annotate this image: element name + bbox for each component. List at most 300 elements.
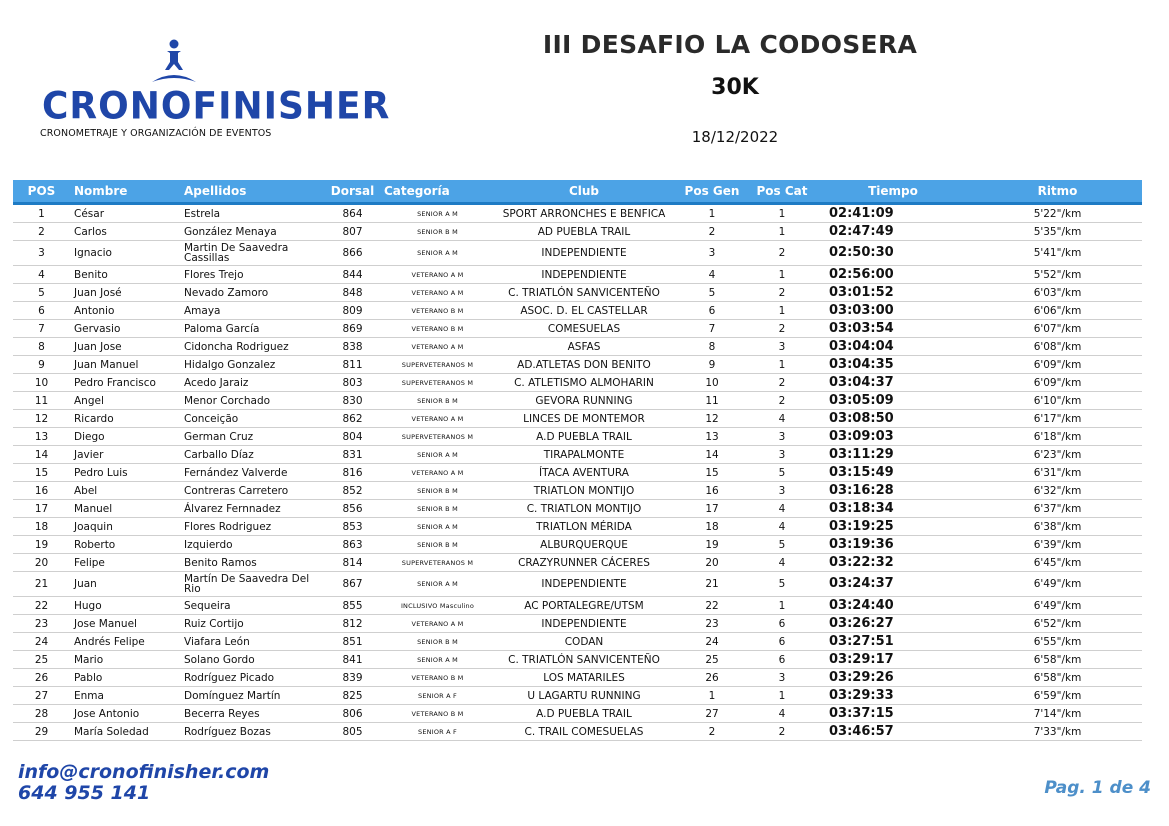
cell-ritmo: 6'49"/km (973, 597, 1142, 615)
cell-nombre: María Soledad (70, 723, 180, 741)
cell-pos-gen: 2 (673, 723, 751, 741)
cell-pos: 23 (13, 615, 70, 633)
cell-nombre: Ricardo (70, 410, 180, 428)
cell-pos: 2 (13, 223, 70, 241)
cell-club: C. TRIATLÓN SANVICENTEÑO (495, 651, 673, 669)
cell-club: ASFAS (495, 338, 673, 356)
cell-pos: 10 (13, 374, 70, 392)
cell-pos: 9 (13, 356, 70, 374)
cell-pos: 21 (13, 572, 70, 597)
cell-dorsal: 825 (325, 687, 380, 705)
cell-nombre: Felipe (70, 554, 180, 572)
cell-tiempo: 03:04:37 (813, 374, 973, 392)
cell-pos: 20 (13, 554, 70, 572)
cell-ritmo: 6'09"/km (973, 374, 1142, 392)
cell-categoria: SUPERVETERANOS M (380, 374, 495, 392)
footer-contact (18, 762, 269, 804)
table-row (13, 464, 1142, 482)
cell-nombre: Enma (70, 687, 180, 705)
cell-pos-gen: 13 (673, 428, 751, 446)
cell-tiempo: 03:04:04 (813, 338, 973, 356)
cell-nombre: Hugo (70, 597, 180, 615)
cell-tiempo: 03:15:49 (813, 464, 973, 482)
col-header-ritmo: Ritmo (973, 180, 1142, 204)
cell-categoria: SENIOR A F (380, 687, 495, 705)
cell-club: LOS MATARILES (495, 669, 673, 687)
table-row (13, 446, 1142, 464)
cell-tiempo: 03:08:50 (813, 410, 973, 428)
cell-ritmo: 6'06"/km (973, 302, 1142, 320)
cell-pos-cat: 3 (751, 338, 813, 356)
cell-pos-gen: 14 (673, 446, 751, 464)
cell-club: C. ATLETISMO ALMOHARIN (495, 374, 673, 392)
cell-tiempo: 02:41:09 (813, 204, 973, 223)
cell-nombre: Mario (70, 651, 180, 669)
cell-apellidos: Carballo Díaz (180, 446, 325, 464)
cell-nombre: Ignacio (70, 241, 180, 266)
cell-pos-cat: 4 (751, 500, 813, 518)
cell-nombre: Angel (70, 392, 180, 410)
table-row (13, 597, 1142, 615)
cell-dorsal: 863 (325, 536, 380, 554)
cell-apellidos: Acedo Jaraiz (180, 374, 325, 392)
cell-pos-gen: 1 (673, 204, 751, 223)
cell-tiempo: 03:22:32 (813, 554, 973, 572)
cell-apellidos: Becerra Reyes (180, 705, 325, 723)
cell-tiempo: 03:37:15 (813, 705, 973, 723)
cell-ritmo: 6'09"/km (973, 356, 1142, 374)
cell-apellidos: Martín De Saavedra Del Rio (180, 572, 325, 597)
cell-categoria: SENIOR A M (380, 518, 495, 536)
cell-pos-cat: 6 (751, 651, 813, 669)
cell-pos-cat: 1 (751, 597, 813, 615)
cell-dorsal: 831 (325, 446, 380, 464)
cell-club: TRIATLON MONTIJO (495, 482, 673, 500)
cell-pos-gen: 22 (673, 597, 751, 615)
cell-categoria: SENIOR B M (380, 392, 495, 410)
cell-pos-gen: 26 (673, 669, 751, 687)
cell-nombre: Joaquin (70, 518, 180, 536)
cell-pos-gen: 21 (673, 572, 751, 597)
cell-ritmo: 6'32"/km (973, 482, 1142, 500)
table-row (13, 356, 1142, 374)
cell-pos-gen: 5 (673, 284, 751, 302)
table-row (13, 241, 1142, 266)
cell-pos: 5 (13, 284, 70, 302)
cell-club: AD PUEBLA TRAIL (495, 223, 673, 241)
cell-pos: 28 (13, 705, 70, 723)
cell-pos-gen: 27 (673, 705, 751, 723)
table-row (13, 536, 1142, 554)
cell-pos-cat: 1 (751, 204, 813, 223)
cell-categoria: SENIOR A M (380, 204, 495, 223)
cell-pos-cat: 6 (751, 633, 813, 651)
cell-apellidos: Domínguez Martín (180, 687, 325, 705)
table-row (13, 500, 1142, 518)
cell-pos-cat: 2 (751, 374, 813, 392)
table-row (13, 705, 1142, 723)
table-row (13, 615, 1142, 633)
cell-nombre: Diego (70, 428, 180, 446)
cell-ritmo: 6'39"/km (973, 536, 1142, 554)
cell-ritmo: 5'41"/km (973, 241, 1142, 266)
cell-pos-gen: 24 (673, 633, 751, 651)
event-title: III DESAFIO LA CODOSERA (542, 30, 918, 59)
cell-nombre: Pedro Luis (70, 464, 180, 482)
cell-apellidos: Fernández Valverde (180, 464, 325, 482)
cell-dorsal: 812 (325, 615, 380, 633)
cell-club: TRIATLON MÉRIDA (495, 518, 673, 536)
cell-dorsal: 851 (325, 633, 380, 651)
cell-club: LINCES DE MONTEMOR (495, 410, 673, 428)
cell-pos-gen: 7 (673, 320, 751, 338)
cell-club: ASOC. D. EL CASTELLAR (495, 302, 673, 320)
cell-nombre: Javier (70, 446, 180, 464)
cell-tiempo: 03:29:17 (813, 651, 973, 669)
cell-pos-cat: 3 (751, 482, 813, 500)
cell-ritmo: 6'17"/km (973, 410, 1142, 428)
cell-categoria: VETERANO A M (380, 615, 495, 633)
cell-ritmo: 5'22"/km (973, 204, 1142, 223)
col-header-club: Club (495, 180, 673, 204)
cell-pos: 27 (13, 687, 70, 705)
cell-pos: 11 (13, 392, 70, 410)
cell-pos: 15 (13, 464, 70, 482)
cell-pos-gen: 10 (673, 374, 751, 392)
cell-dorsal: 807 (325, 223, 380, 241)
cell-dorsal: 856 (325, 500, 380, 518)
cell-apellidos: Benito Ramos (180, 554, 325, 572)
cell-nombre: Andrés Felipe (70, 633, 180, 651)
cell-dorsal: 811 (325, 356, 380, 374)
cell-nombre: Juan Jose (70, 338, 180, 356)
cell-nombre: Jose Manuel (70, 615, 180, 633)
cell-club: COMESUELAS (495, 320, 673, 338)
event-date: 18/12/2022 (691, 128, 779, 146)
cell-ritmo: 7'33"/km (973, 723, 1142, 741)
cell-categoria: VETERANO B M (380, 302, 495, 320)
cell-dorsal: 853 (325, 518, 380, 536)
cell-dorsal: 838 (325, 338, 380, 356)
cell-pos: 3 (13, 241, 70, 266)
cell-apellidos: Flores Rodriguez (180, 518, 325, 536)
cell-tiempo: 03:24:40 (813, 597, 973, 615)
table-row (13, 518, 1142, 536)
cell-tiempo: 03:16:28 (813, 482, 973, 500)
cell-nombre: Roberto (70, 536, 180, 554)
cell-categoria: VETERANO A M (380, 410, 495, 428)
page-indicator: Pag. 1 de 4 (1044, 778, 1151, 798)
brand-name: CRONOFINISHER (42, 84, 391, 129)
cell-categoria: VETERANO A M (380, 464, 495, 482)
cell-apellidos: Amaya (180, 302, 325, 320)
cell-dorsal: 862 (325, 410, 380, 428)
cell-nombre: Gervasio (70, 320, 180, 338)
cell-pos-gen: 3 (673, 241, 751, 266)
cell-tiempo: 03:29:26 (813, 669, 973, 687)
cell-club: A.D PUEBLA TRAIL (495, 428, 673, 446)
cell-pos-cat: 3 (751, 446, 813, 464)
cell-pos: 14 (13, 446, 70, 464)
table-row (13, 266, 1142, 284)
cell-pos-cat: 4 (751, 554, 813, 572)
cell-apellidos: Martin De Saavedra Cassillas (180, 241, 325, 266)
cell-pos: 1 (13, 204, 70, 223)
cell-dorsal: 805 (325, 723, 380, 741)
cell-ritmo: 6'37"/km (973, 500, 1142, 518)
cell-ritmo: 7'14"/km (973, 705, 1142, 723)
cell-pos: 7 (13, 320, 70, 338)
cell-nombre: Pedro Francisco (70, 374, 180, 392)
col-header-dorsal: Dorsal (325, 180, 380, 204)
cell-categoria: VETERANO A M (380, 338, 495, 356)
col-header-pos-gen: Pos Gen (673, 180, 751, 204)
cell-ritmo: 6'45"/km (973, 554, 1142, 572)
table-row (13, 482, 1142, 500)
table-row (13, 687, 1142, 705)
table-row (13, 338, 1142, 356)
cell-pos: 12 (13, 410, 70, 428)
table-row (13, 204, 1142, 223)
cell-pos: 25 (13, 651, 70, 669)
cell-pos-cat: 2 (751, 320, 813, 338)
cell-nombre: Manuel (70, 500, 180, 518)
cell-pos-gen: 15 (673, 464, 751, 482)
cell-ritmo: 6'55"/km (973, 633, 1142, 651)
table-row (13, 284, 1142, 302)
results-table (13, 180, 1142, 741)
cell-ritmo: 6'07"/km (973, 320, 1142, 338)
cell-dorsal: 841 (325, 651, 380, 669)
cell-tiempo: 03:29:33 (813, 687, 973, 705)
cell-nombre: Jose Antonio (70, 705, 180, 723)
cell-pos-cat: 6 (751, 615, 813, 633)
cell-dorsal: 864 (325, 204, 380, 223)
cell-pos-gen: 2 (673, 223, 751, 241)
cell-pos-gen: 17 (673, 500, 751, 518)
cell-club: A.D PUEBLA TRAIL (495, 705, 673, 723)
cell-pos-cat: 1 (751, 687, 813, 705)
cell-dorsal: 809 (325, 302, 380, 320)
cell-tiempo: 03:27:51 (813, 633, 973, 651)
cell-pos-cat: 5 (751, 464, 813, 482)
cell-pos-cat: 2 (751, 241, 813, 266)
table-row (13, 554, 1142, 572)
col-header-tiempo: Tiempo (813, 180, 973, 204)
cell-categoria: SENIOR B M (380, 536, 495, 554)
col-header-apellidos: Apellidos (180, 180, 325, 204)
col-header-categoria: Categoría (380, 180, 495, 204)
cell-pos: 13 (13, 428, 70, 446)
cell-tiempo: 03:03:54 (813, 320, 973, 338)
cell-apellidos: Rodríguez Picado (180, 669, 325, 687)
cell-dorsal: 803 (325, 374, 380, 392)
cell-ritmo: 6'10"/km (973, 392, 1142, 410)
cell-ritmo: 6'58"/km (973, 651, 1142, 669)
cell-pos: 29 (13, 723, 70, 741)
cell-tiempo: 03:19:36 (813, 536, 973, 554)
table-row (13, 223, 1142, 241)
cell-categoria: SUPERVETERANOS M (380, 428, 495, 446)
cell-dorsal: 844 (325, 266, 380, 284)
table-row (13, 392, 1142, 410)
cell-pos-gen: 8 (673, 338, 751, 356)
cell-apellidos: Nevado Zamoro (180, 284, 325, 302)
table-row (13, 320, 1142, 338)
cell-club: INDEPENDIENTE (495, 615, 673, 633)
cell-categoria: VETERANO A M (380, 284, 495, 302)
cell-club: SPORT ARRONCHES E BENFICA (495, 204, 673, 223)
cell-tiempo: 03:11:29 (813, 446, 973, 464)
cell-tiempo: 02:56:00 (813, 266, 973, 284)
cell-apellidos: Álvarez Fernnadez (180, 500, 325, 518)
cell-dorsal: 855 (325, 597, 380, 615)
table-row (13, 428, 1142, 446)
cell-pos: 6 (13, 302, 70, 320)
cell-pos: 22 (13, 597, 70, 615)
col-header-pos-cat: Pos Cat (751, 180, 813, 204)
cell-club: ALBURQUERQUE (495, 536, 673, 554)
cell-pos: 16 (13, 482, 70, 500)
cell-ritmo: 6'58"/km (973, 669, 1142, 687)
table-row (13, 410, 1142, 428)
cell-pos-cat: 4 (751, 705, 813, 723)
cell-categoria: SENIOR A M (380, 241, 495, 266)
cell-pos-cat: 1 (751, 356, 813, 374)
cell-ritmo: 6'23"/km (973, 446, 1142, 464)
cell-nombre: César (70, 204, 180, 223)
cell-dorsal: 806 (325, 705, 380, 723)
contact-email[interactable]: info@cronofinisher.com (18, 761, 270, 783)
cell-club: TIRAPALMONTE (495, 446, 673, 464)
cell-club: CRAZYRUNNER CÁCERES (495, 554, 673, 572)
table-header-row (13, 180, 1142, 204)
cell-nombre: Carlos (70, 223, 180, 241)
cell-apellidos: Hidalgo Gonzalez (180, 356, 325, 374)
cell-pos-gen: 16 (673, 482, 751, 500)
cell-pos-cat: 2 (751, 392, 813, 410)
cell-categoria: SUPERVETERANOS M (380, 356, 495, 374)
table-row (13, 723, 1142, 741)
cell-apellidos: González Menaya (180, 223, 325, 241)
cell-dorsal: 814 (325, 554, 380, 572)
cell-tiempo: 03:05:09 (813, 392, 973, 410)
cell-apellidos: Flores Trejo (180, 266, 325, 284)
cell-pos-cat: 2 (751, 723, 813, 741)
cell-nombre: Pablo (70, 669, 180, 687)
cell-pos-gen: 25 (673, 651, 751, 669)
cell-pos: 4 (13, 266, 70, 284)
cell-pos-gen: 1 (673, 687, 751, 705)
table-row (13, 374, 1142, 392)
cell-club: INDEPENDIENTE (495, 266, 673, 284)
cell-pos-cat: 2 (751, 284, 813, 302)
cell-pos-gen: 18 (673, 518, 751, 536)
cell-ritmo: 5'35"/km (973, 223, 1142, 241)
cell-ritmo: 6'31"/km (973, 464, 1142, 482)
cell-categoria: SENIOR A M (380, 446, 495, 464)
cell-categoria: SENIOR B M (380, 223, 495, 241)
cell-dorsal: 867 (325, 572, 380, 597)
cell-nombre: Juan Manuel (70, 356, 180, 374)
cell-categoria: SUPERVETERANOS M (380, 554, 495, 572)
cell-club: C. TRIATLÓN SANVICENTEÑO (495, 284, 673, 302)
cell-apellidos: Paloma García (180, 320, 325, 338)
cell-club: C. TRAIL COMESUELAS (495, 723, 673, 741)
cell-pos-gen: 9 (673, 356, 751, 374)
cell-pos-cat: 3 (751, 669, 813, 687)
cell-apellidos: Ruiz Cortijo (180, 615, 325, 633)
cell-dorsal: 804 (325, 428, 380, 446)
cell-categoria: SENIOR A M (380, 572, 495, 597)
cell-ritmo: 6'18"/km (973, 428, 1142, 446)
cell-pos: 19 (13, 536, 70, 554)
brand-logo (38, 38, 391, 148)
cell-ritmo: 6'52"/km (973, 615, 1142, 633)
cell-nombre: Juan José (70, 284, 180, 302)
cell-tiempo: 03:04:35 (813, 356, 973, 374)
cell-dorsal: 816 (325, 464, 380, 482)
cell-apellidos: Sequeira (180, 597, 325, 615)
cell-ritmo: 6'38"/km (973, 518, 1142, 536)
table-row (13, 651, 1142, 669)
cell-dorsal: 852 (325, 482, 380, 500)
cell-pos: 8 (13, 338, 70, 356)
cell-dorsal: 848 (325, 284, 380, 302)
cell-tiempo: 03:18:34 (813, 500, 973, 518)
cell-club: INDEPENDIENTE (495, 572, 673, 597)
cell-categoria: INCLUSIVO Masculino (380, 597, 495, 615)
cell-pos-cat: 1 (751, 266, 813, 284)
cell-club: GEVORA RUNNING (495, 392, 673, 410)
cell-apellidos: Contreras Carretero (180, 482, 325, 500)
cell-pos-gen: 23 (673, 615, 751, 633)
cell-club: AD.ATLETAS DON BENITO (495, 356, 673, 374)
cell-apellidos: Izquierdo (180, 536, 325, 554)
table-row (13, 302, 1142, 320)
table-row (13, 572, 1142, 597)
cell-pos-cat: 3 (751, 428, 813, 446)
cell-categoria: VETERANO B M (380, 669, 495, 687)
cell-nombre: Juan (70, 572, 180, 597)
cell-pos: 24 (13, 633, 70, 651)
event-distance: 30K (711, 75, 759, 100)
cell-club: C. TRIATLON MONTIJO (495, 500, 673, 518)
cell-categoria: VETERANO B M (380, 705, 495, 723)
cell-nombre: Abel (70, 482, 180, 500)
cell-dorsal: 869 (325, 320, 380, 338)
cell-ritmo: 6'03"/km (973, 284, 1142, 302)
cell-club: CODAN (495, 633, 673, 651)
cell-pos-cat: 1 (751, 302, 813, 320)
cell-categoria: SENIOR B M (380, 482, 495, 500)
cell-apellidos: German Cruz (180, 428, 325, 446)
cell-apellidos: Estrela (180, 204, 325, 223)
cell-club: ÍTACA AVENTURA (495, 464, 673, 482)
cell-ritmo: 5'52"/km (973, 266, 1142, 284)
cell-apellidos: Conceição (180, 410, 325, 428)
cell-pos-gen: 6 (673, 302, 751, 320)
cell-tiempo: 02:47:49 (813, 223, 973, 241)
cell-apellidos: Cidoncha Rodriguez (180, 338, 325, 356)
cell-pos-gen: 4 (673, 266, 751, 284)
cell-categoria: SENIOR B M (380, 633, 495, 651)
cell-pos-gen: 20 (673, 554, 751, 572)
cell-pos-cat: 4 (751, 410, 813, 428)
cell-categoria: SENIOR A F (380, 723, 495, 741)
cell-pos-cat: 4 (751, 518, 813, 536)
col-header-nombre: Nombre (70, 180, 180, 204)
